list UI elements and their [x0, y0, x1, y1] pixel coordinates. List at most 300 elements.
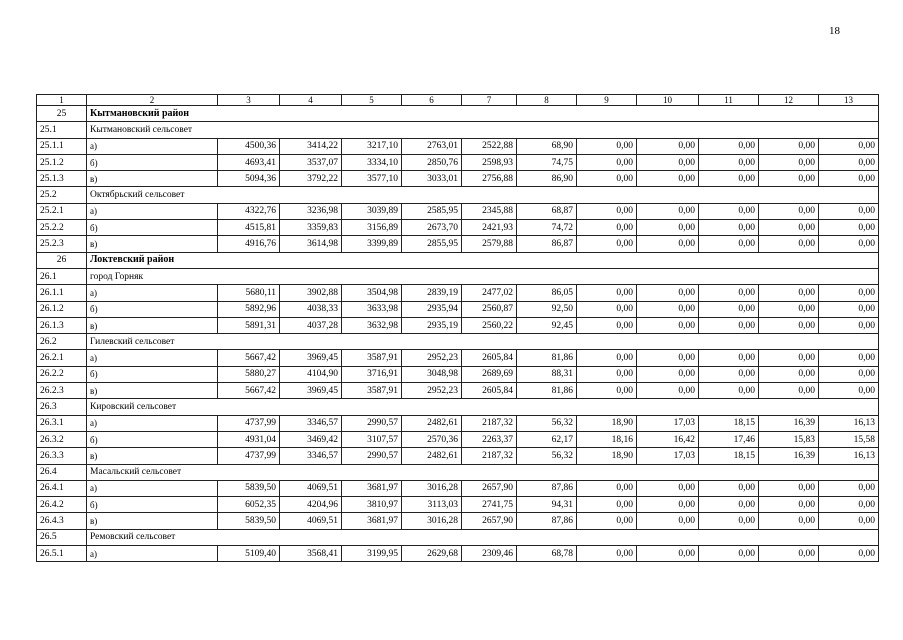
value-cell: 0,00 — [577, 513, 637, 529]
value-cell: 74,72 — [517, 220, 577, 236]
value-cell: 0,00 — [577, 546, 637, 562]
row-code: 26.4.1 — [37, 480, 87, 496]
option-label: б) — [87, 220, 218, 236]
row-code: 26 — [37, 252, 87, 268]
value-cell: 3633,98 — [342, 301, 402, 317]
table-row — [37, 415, 879, 431]
district-name: Локтевский район — [87, 252, 879, 268]
value-cell: 2689,69 — [462, 366, 517, 382]
value-cell: 0,00 — [577, 383, 637, 399]
value-cell: 2741,75 — [462, 497, 517, 513]
value-cell: 0,00 — [577, 317, 637, 333]
table-row — [37, 497, 879, 513]
value-cell: 0,00 — [759, 236, 819, 252]
value-cell: 3039,89 — [342, 203, 402, 219]
value-cell: 3614,98 — [280, 236, 342, 252]
value-cell: 0,00 — [759, 497, 819, 513]
value-cell: 0,00 — [759, 138, 819, 154]
value-cell: 68,90 — [517, 138, 577, 154]
council-row — [37, 399, 879, 415]
row-code: 26.3.2 — [37, 431, 87, 447]
row-code: 26.3 — [37, 399, 87, 415]
value-cell: 4500,36 — [218, 138, 280, 154]
value-cell: 3577,10 — [342, 171, 402, 187]
value-cell: 18,90 — [577, 448, 637, 464]
value-cell: 3399,89 — [342, 236, 402, 252]
value-cell: 0,00 — [819, 366, 879, 382]
row-code: 25.2.3 — [37, 236, 87, 252]
value-cell: 5839,50 — [218, 480, 280, 496]
value-cell: 0,00 — [759, 171, 819, 187]
value-cell: 3236,98 — [280, 203, 342, 219]
row-code: 25.2.2 — [37, 220, 87, 236]
value-cell: 0,00 — [577, 171, 637, 187]
value-cell: 3016,28 — [402, 513, 462, 529]
option-label: а) — [87, 285, 218, 301]
value-cell: 0,00 — [819, 171, 879, 187]
value-cell: 0,00 — [759, 285, 819, 301]
column-number-cell: 11 — [699, 95, 759, 106]
value-cell: 0,00 — [819, 220, 879, 236]
option-label: а) — [87, 203, 218, 219]
column-number-cell: 8 — [517, 95, 577, 106]
value-cell: 62,17 — [517, 431, 577, 447]
value-cell: 2629,68 — [402, 546, 462, 562]
option-label: б) — [87, 154, 218, 170]
value-cell: 0,00 — [699, 138, 759, 154]
table-row — [37, 236, 879, 252]
value-cell: 4322,76 — [218, 203, 280, 219]
value-cell: 2345,88 — [462, 203, 517, 219]
row-code: 26.4.3 — [37, 513, 87, 529]
value-cell: 16,39 — [759, 448, 819, 464]
value-cell: 0,00 — [577, 480, 637, 496]
value-cell: 3414,22 — [280, 138, 342, 154]
value-cell: 0,00 — [819, 350, 879, 366]
value-cell: 94,31 — [517, 497, 577, 513]
council-name: город Горняк — [87, 268, 879, 284]
column-number-cell: 9 — [577, 95, 637, 106]
value-cell: 17,03 — [637, 415, 699, 431]
table-row — [37, 480, 879, 496]
value-cell: 18,16 — [577, 431, 637, 447]
value-cell: 0,00 — [699, 366, 759, 382]
value-cell: 0,00 — [637, 138, 699, 154]
value-cell: 86,90 — [517, 171, 577, 187]
value-cell: 0,00 — [577, 366, 637, 382]
value-cell: 2560,22 — [462, 317, 517, 333]
value-cell: 4916,76 — [218, 236, 280, 252]
value-cell: 0,00 — [759, 154, 819, 170]
value-cell: 3537,07 — [280, 154, 342, 170]
option-label: б) — [87, 497, 218, 513]
value-cell: 0,00 — [759, 383, 819, 399]
row-code: 25 — [37, 106, 87, 122]
value-cell: 56,32 — [517, 448, 577, 464]
value-cell: 2421,93 — [462, 220, 517, 236]
value-cell: 3587,91 — [342, 383, 402, 399]
value-cell: 18,15 — [699, 448, 759, 464]
row-code: 25.1.1 — [37, 138, 87, 154]
value-cell: 2990,57 — [342, 415, 402, 431]
option-label: б) — [87, 366, 218, 382]
value-cell: 0,00 — [699, 171, 759, 187]
value-cell: 2187,32 — [462, 448, 517, 464]
value-cell: 18,15 — [699, 415, 759, 431]
value-cell: 2756,88 — [462, 171, 517, 187]
value-cell: 3048,98 — [402, 366, 462, 382]
value-cell: 4737,99 — [218, 415, 280, 431]
value-cell: 5667,42 — [218, 383, 280, 399]
value-cell: 0,00 — [577, 138, 637, 154]
table-row — [37, 301, 879, 317]
table-row — [37, 171, 879, 187]
value-cell: 0,00 — [637, 366, 699, 382]
value-cell: 2935,94 — [402, 301, 462, 317]
value-cell: 0,00 — [759, 317, 819, 333]
value-cell: 0,00 — [699, 480, 759, 496]
value-cell: 0,00 — [819, 317, 879, 333]
value-cell: 2935,19 — [402, 317, 462, 333]
value-cell: 92,50 — [517, 301, 577, 317]
value-cell: 2952,23 — [402, 350, 462, 366]
value-cell: 16,13 — [819, 415, 879, 431]
value-cell: 2482,61 — [402, 415, 462, 431]
value-cell: 86,05 — [517, 285, 577, 301]
page-number: 18 — [829, 25, 840, 37]
value-cell: 4693,41 — [218, 154, 280, 170]
table-row — [37, 138, 879, 154]
table-row — [37, 350, 879, 366]
council-row — [37, 334, 879, 350]
column-number-cell: 5 — [342, 95, 402, 106]
value-cell: 3810,97 — [342, 497, 402, 513]
row-code: 26.5.1 — [37, 546, 87, 562]
value-cell: 0,00 — [637, 154, 699, 170]
value-cell: 5094,36 — [218, 171, 280, 187]
value-cell: 0,00 — [759, 350, 819, 366]
row-code: 26.2.1 — [37, 350, 87, 366]
row-code: 26.1.1 — [37, 285, 87, 301]
council-row — [37, 464, 879, 480]
value-cell: 0,00 — [819, 301, 879, 317]
option-label: в) — [87, 513, 218, 529]
value-cell: 0,00 — [637, 546, 699, 562]
value-cell: 3568,41 — [280, 546, 342, 562]
value-cell: 3504,98 — [342, 285, 402, 301]
value-cell: 2605,84 — [462, 350, 517, 366]
column-number-cell: 1 — [37, 95, 87, 106]
value-cell: 3113,03 — [402, 497, 462, 513]
table-body — [37, 95, 879, 562]
value-cell: 2850,76 — [402, 154, 462, 170]
value-cell: 2309,46 — [462, 546, 517, 562]
value-cell: 0,00 — [699, 301, 759, 317]
value-cell: 3107,57 — [342, 431, 402, 447]
value-cell: 3716,91 — [342, 366, 402, 382]
row-code: 25.2 — [37, 187, 87, 203]
column-number-cell: 3 — [218, 95, 280, 106]
district-name: Кытмановский район — [87, 106, 879, 122]
value-cell: 2605,84 — [462, 383, 517, 399]
option-label: а) — [87, 415, 218, 431]
tariff-table — [36, 94, 879, 562]
table-row — [37, 546, 879, 562]
value-cell: 0,00 — [577, 301, 637, 317]
value-cell: 0,00 — [819, 497, 879, 513]
value-cell: 0,00 — [759, 220, 819, 236]
table-row — [37, 383, 879, 399]
value-cell: 2522,88 — [462, 138, 517, 154]
value-cell: 0,00 — [819, 285, 879, 301]
value-cell: 0,00 — [637, 171, 699, 187]
value-cell: 16,13 — [819, 448, 879, 464]
value-cell: 4931,04 — [218, 431, 280, 447]
value-cell: 15,58 — [819, 431, 879, 447]
table-row — [37, 366, 879, 382]
value-cell: 3016,28 — [402, 480, 462, 496]
value-cell: 5667,42 — [218, 350, 280, 366]
value-cell: 0,00 — [819, 546, 879, 562]
value-cell: 0,00 — [699, 497, 759, 513]
value-cell: 0,00 — [819, 203, 879, 219]
row-code: 26.1.3 — [37, 317, 87, 333]
value-cell: 0,00 — [759, 301, 819, 317]
column-number-cell: 13 — [819, 95, 879, 106]
value-cell: 74,75 — [517, 154, 577, 170]
value-cell: 5880,27 — [218, 366, 280, 382]
option-label: в) — [87, 317, 218, 333]
table-header-row — [37, 95, 879, 106]
value-cell: 3969,45 — [280, 350, 342, 366]
value-cell: 2952,23 — [402, 383, 462, 399]
value-cell: 3681,97 — [342, 480, 402, 496]
table-row — [37, 203, 879, 219]
column-number-cell: 12 — [759, 95, 819, 106]
value-cell: 92,45 — [517, 317, 577, 333]
value-cell: 5680,11 — [218, 285, 280, 301]
value-cell: 88,31 — [517, 366, 577, 382]
value-cell: 0,00 — [819, 154, 879, 170]
value-cell: 16,42 — [637, 431, 699, 447]
row-code: 25.2.1 — [37, 203, 87, 219]
value-cell: 3346,57 — [280, 415, 342, 431]
value-cell: 3334,10 — [342, 154, 402, 170]
value-cell: 0,00 — [699, 383, 759, 399]
value-cell: 56,32 — [517, 415, 577, 431]
value-cell: 3359,83 — [280, 220, 342, 236]
value-cell: 0,00 — [759, 203, 819, 219]
table-row — [37, 220, 879, 236]
row-code: 25.1.3 — [37, 171, 87, 187]
council-row — [37, 529, 879, 545]
value-cell: 0,00 — [699, 285, 759, 301]
option-label: в) — [87, 236, 218, 252]
value-cell: 0,00 — [637, 317, 699, 333]
row-code: 26.4 — [37, 464, 87, 480]
council-row — [37, 122, 879, 138]
value-cell: 0,00 — [637, 513, 699, 529]
value-cell: 0,00 — [759, 366, 819, 382]
value-cell: 0,00 — [699, 154, 759, 170]
row-code: 26.1.2 — [37, 301, 87, 317]
value-cell: 0,00 — [577, 285, 637, 301]
value-cell: 81,86 — [517, 350, 577, 366]
value-cell: 4069,51 — [280, 480, 342, 496]
row-code: 26.3.1 — [37, 415, 87, 431]
value-cell: 2482,61 — [402, 448, 462, 464]
option-label: б) — [87, 301, 218, 317]
row-code: 26.1 — [37, 268, 87, 284]
council-name: Октябрьский сельсовет — [87, 187, 879, 203]
value-cell: 0,00 — [699, 236, 759, 252]
value-cell: 3632,98 — [342, 317, 402, 333]
value-cell: 0,00 — [699, 513, 759, 529]
row-code: 26.3.3 — [37, 448, 87, 464]
value-cell: 3033,01 — [402, 171, 462, 187]
value-cell: 86,87 — [517, 236, 577, 252]
value-cell: 0,00 — [819, 513, 879, 529]
council-name: Ремовский сельсовет — [87, 529, 879, 545]
value-cell: 0,00 — [819, 480, 879, 496]
value-cell: 2579,88 — [462, 236, 517, 252]
column-number-cell: 4 — [280, 95, 342, 106]
value-cell: 2657,90 — [462, 513, 517, 529]
table-row — [37, 513, 879, 529]
value-cell: 3969,45 — [280, 383, 342, 399]
value-cell: 0,00 — [699, 317, 759, 333]
value-cell: 2763,01 — [402, 138, 462, 154]
value-cell: 2657,90 — [462, 480, 517, 496]
value-cell: 0,00 — [759, 546, 819, 562]
value-cell: 17,46 — [699, 431, 759, 447]
council-row — [37, 268, 879, 284]
value-cell: 2855,95 — [402, 236, 462, 252]
district-row — [37, 252, 879, 268]
row-code: 25.1.2 — [37, 154, 87, 170]
option-label: в) — [87, 383, 218, 399]
value-cell: 2477,02 — [462, 285, 517, 301]
value-cell: 0,00 — [637, 383, 699, 399]
value-cell: 3587,91 — [342, 350, 402, 366]
value-cell: 5109,40 — [218, 546, 280, 562]
value-cell: 87,86 — [517, 513, 577, 529]
value-cell: 4038,33 — [280, 301, 342, 317]
column-number-cell: 6 — [402, 95, 462, 106]
value-cell: 3217,10 — [342, 138, 402, 154]
value-cell: 0,00 — [637, 497, 699, 513]
value-cell: 2263,37 — [462, 431, 517, 447]
value-cell: 0,00 — [819, 236, 879, 252]
column-number-cell: 7 — [462, 95, 517, 106]
option-label: в) — [87, 448, 218, 464]
value-cell: 4069,51 — [280, 513, 342, 529]
council-name: Кытмановский сельсовет — [87, 122, 879, 138]
table-row — [37, 154, 879, 170]
value-cell: 3156,89 — [342, 220, 402, 236]
value-cell: 17,03 — [637, 448, 699, 464]
value-cell: 81,86 — [517, 383, 577, 399]
value-cell: 3199,95 — [342, 546, 402, 562]
council-row — [37, 187, 879, 203]
value-cell: 0,00 — [637, 480, 699, 496]
value-cell: 4104,90 — [280, 366, 342, 382]
value-cell: 0,00 — [699, 203, 759, 219]
value-cell: 0,00 — [577, 350, 637, 366]
value-cell: 0,00 — [637, 203, 699, 219]
value-cell: 3902,88 — [280, 285, 342, 301]
value-cell: 3681,97 — [342, 513, 402, 529]
council-name: Масальский сельсовет — [87, 464, 879, 480]
value-cell: 2187,32 — [462, 415, 517, 431]
district-row — [37, 106, 879, 122]
table-row — [37, 285, 879, 301]
value-cell: 0,00 — [637, 220, 699, 236]
value-cell: 2570,36 — [402, 431, 462, 447]
column-number-cell: 10 — [637, 95, 699, 106]
value-cell: 4037,28 — [280, 317, 342, 333]
value-cell: 5892,96 — [218, 301, 280, 317]
option-label: б) — [87, 431, 218, 447]
value-cell: 5891,31 — [218, 317, 280, 333]
option-label: а) — [87, 350, 218, 366]
value-cell: 16,39 — [759, 415, 819, 431]
value-cell: 0,00 — [577, 220, 637, 236]
council-name: Гилевский сельсовет — [87, 334, 879, 350]
option-label: а) — [87, 480, 218, 496]
council-name: Кировский сельсовет — [87, 399, 879, 415]
row-code: 25.1 — [37, 122, 87, 138]
value-cell: 18,90 — [577, 415, 637, 431]
value-cell: 87,86 — [517, 480, 577, 496]
value-cell: 3346,57 — [280, 448, 342, 464]
row-code: 26.2.2 — [37, 366, 87, 382]
value-cell: 2990,57 — [342, 448, 402, 464]
value-cell: 4737,99 — [218, 448, 280, 464]
value-cell: 4515,81 — [218, 220, 280, 236]
option-label: а) — [87, 138, 218, 154]
value-cell: 0,00 — [759, 480, 819, 496]
value-cell: 0,00 — [577, 203, 637, 219]
value-cell: 2585,95 — [402, 203, 462, 219]
value-cell: 0,00 — [637, 285, 699, 301]
table-row — [37, 317, 879, 333]
value-cell: 2673,70 — [402, 220, 462, 236]
value-cell: 2560,87 — [462, 301, 517, 317]
value-cell: 0,00 — [699, 220, 759, 236]
value-cell: 68,78 — [517, 546, 577, 562]
value-cell: 15,83 — [759, 431, 819, 447]
value-cell: 0,00 — [699, 350, 759, 366]
value-cell: 0,00 — [637, 350, 699, 366]
value-cell: 0,00 — [819, 383, 879, 399]
table-row — [37, 431, 879, 447]
option-label: а) — [87, 546, 218, 562]
value-cell: 2839,19 — [402, 285, 462, 301]
table-row — [37, 448, 879, 464]
value-cell: 0,00 — [577, 154, 637, 170]
value-cell: 5839,50 — [218, 513, 280, 529]
column-number-cell: 2 — [87, 95, 218, 106]
value-cell: 0,00 — [819, 138, 879, 154]
value-cell: 6052,35 — [218, 497, 280, 513]
value-cell: 0,00 — [577, 497, 637, 513]
row-code: 26.5 — [37, 529, 87, 545]
value-cell: 68,87 — [517, 203, 577, 219]
row-code: 26.2 — [37, 334, 87, 350]
value-cell: 3792,22 — [280, 171, 342, 187]
row-code: 26.4.2 — [37, 497, 87, 513]
